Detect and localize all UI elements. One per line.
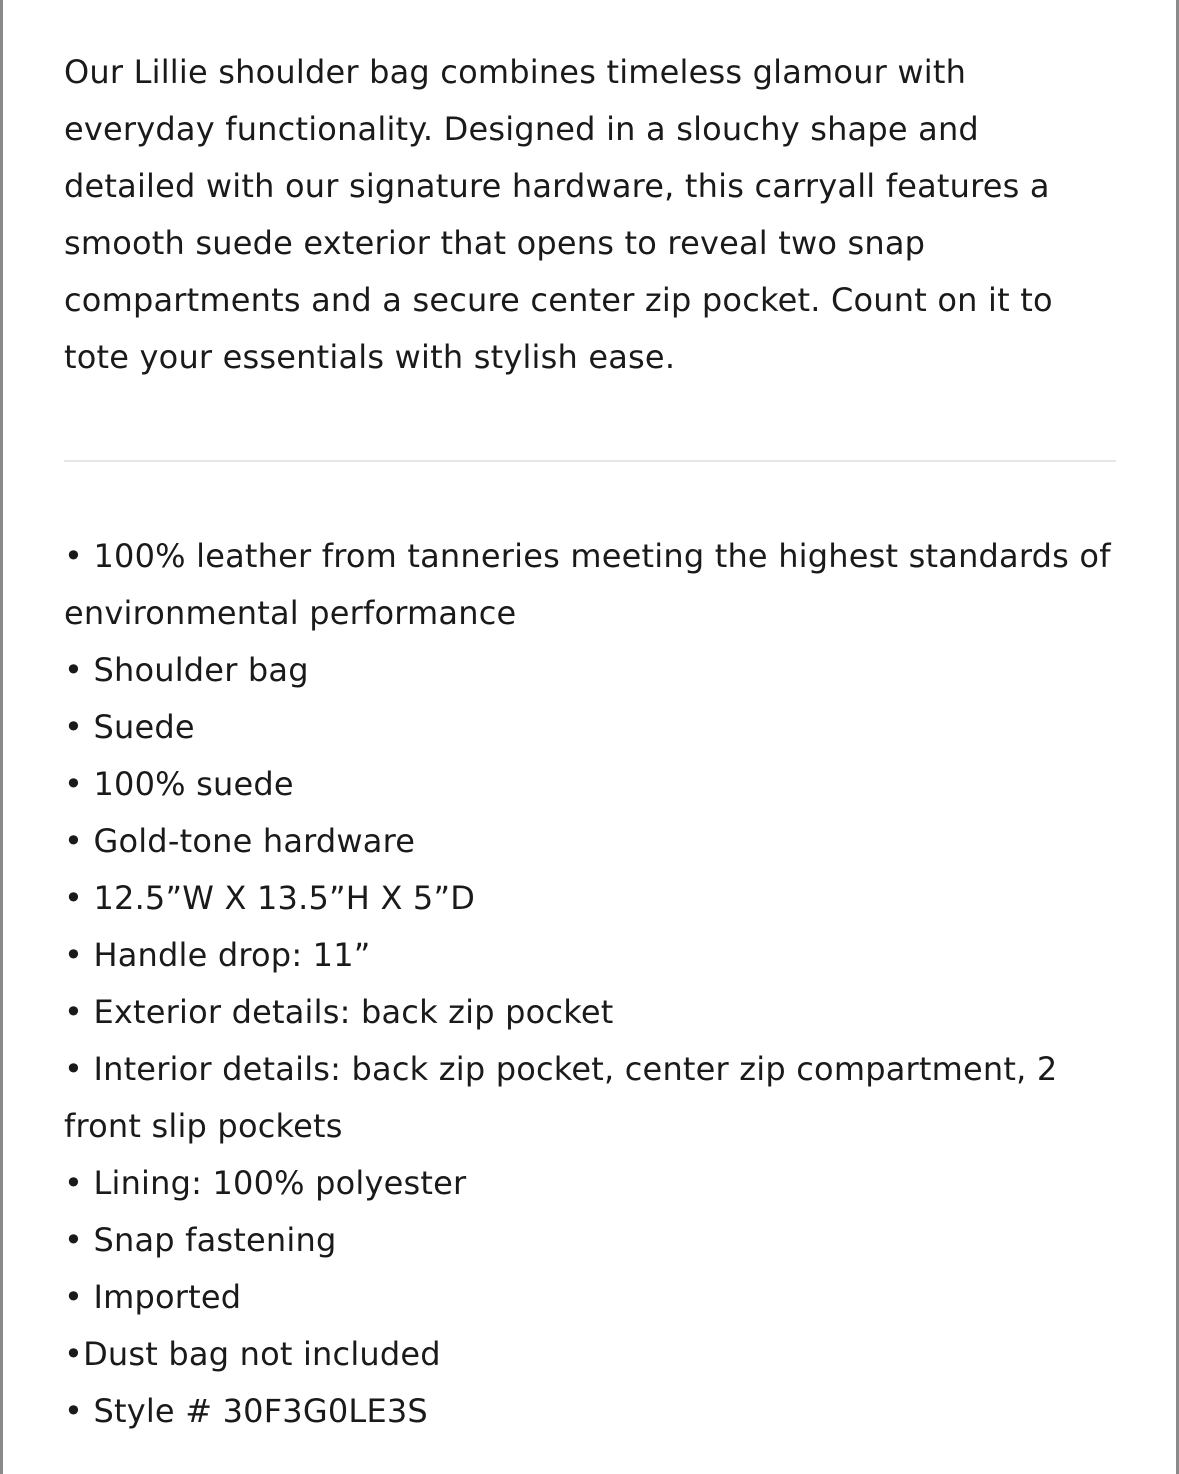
detail-item-origin: • Imported xyxy=(64,1278,242,1316)
detail-item-interior: • Interior details: back zip pocket, center zip compartment, 2 front slip pockets xyxy=(64,1050,1058,1145)
detail-item-lining: • Lining: 100% polyester xyxy=(64,1164,467,1202)
detail-item-dimensions: • 12.5”W X 13.5”H X 5”D xyxy=(64,879,476,917)
detail-item-handle-drop: • Handle drop: 11” xyxy=(64,936,371,974)
detail-item-fastening: • Snap fastening xyxy=(64,1221,337,1259)
detail-item-hardware: • Gold-tone hardware xyxy=(64,822,416,860)
detail-item-leather-sourcing: • 100% leather from tanneries meeting the highest standards of environmental performance xyxy=(64,537,1111,632)
product-details-panel xyxy=(64,44,1116,1440)
detail-item-type: • Shoulder bag xyxy=(64,651,309,689)
product-detail-list xyxy=(64,528,1116,1440)
product-description: Our Lillie shoulder bag combines timeless glamour with everyday functionality. Designed in a slouchy shape and detailed with our signature hardware, this carryall features a smooth suede exterior that opens to reveal two snap compartments and a secure center zip pocket. Count on it to tote your essentials with stylish ease. xyxy=(64,53,1053,376)
detail-item-style-number: • Style # 30F3G0LE3S xyxy=(64,1392,428,1430)
detail-item-material: • Suede xyxy=(64,708,195,746)
window-left-edge xyxy=(0,0,3,1474)
section-divider xyxy=(64,460,1116,462)
detail-item-exterior: • Exterior details: back zip pocket xyxy=(64,993,614,1031)
detail-item-dust-bag: •Dust bag not included xyxy=(64,1335,441,1373)
detail-item-composition: • 100% suede xyxy=(64,765,294,803)
